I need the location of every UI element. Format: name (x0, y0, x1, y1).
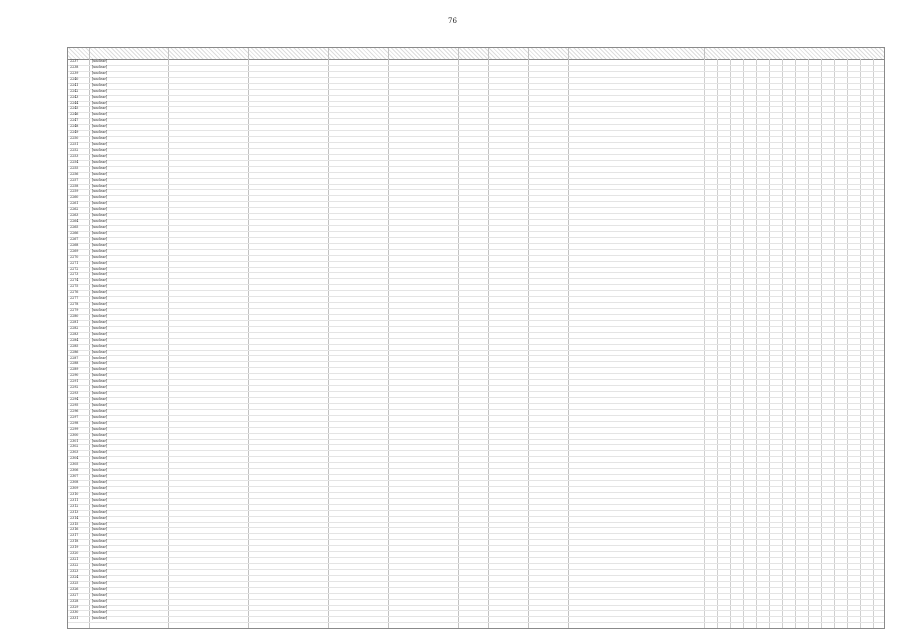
row-text: [unclear] (92, 420, 108, 425)
row-text: [unclear] (92, 337, 108, 342)
row-text: [unclear] (92, 290, 108, 295)
row-text: [unclear] (92, 408, 108, 413)
row-number: 2304 (70, 456, 79, 461)
row-number: 2293 (70, 391, 79, 396)
row-text: [unclear] (92, 112, 108, 117)
row-text: [unclear] (92, 450, 108, 455)
row-number: 2300 (70, 432, 79, 437)
row-text: [unclear] (92, 118, 108, 123)
row-number: 2298 (70, 420, 79, 425)
row-number: 2240 (70, 76, 79, 81)
row-text: [unclear] (92, 468, 108, 473)
row-number: 2267 (70, 236, 79, 241)
row-number: 2326 (70, 586, 79, 591)
row-number: 2242 (70, 88, 79, 93)
row-number: 2237 (70, 59, 79, 63)
row-text: [unclear] (92, 278, 108, 283)
row-number: 2285 (70, 343, 79, 348)
row-number: 2312 (70, 503, 79, 508)
row-number: 2299 (70, 426, 79, 431)
ledger-table (67, 47, 885, 629)
row-number: 2284 (70, 337, 79, 342)
row-number: 2291 (70, 379, 79, 384)
row-number: 2325 (70, 580, 79, 585)
row-number: 2330 (70, 610, 79, 615)
row-text: [unclear] (92, 551, 108, 556)
row-text: [unclear] (92, 325, 108, 330)
row-number: 2278 (70, 302, 79, 307)
row-text: [unclear] (92, 76, 108, 81)
row-number: 2273 (70, 272, 79, 277)
row-number: 2243 (70, 94, 79, 99)
row-number: 2259 (70, 189, 79, 194)
row-number: 2283 (70, 331, 79, 336)
row-text: [unclear] (92, 414, 108, 419)
row-number: 2258 (70, 183, 79, 188)
row-text: [unclear] (92, 539, 108, 544)
row-number: 2301 (70, 438, 79, 443)
row-text: [unclear] (92, 456, 108, 461)
row-text: [unclear] (92, 391, 108, 396)
row-text: [unclear] (92, 521, 108, 526)
row-text: [unclear] (92, 331, 108, 336)
row-text: [unclear] (92, 491, 108, 496)
row-text: [unclear] (92, 616, 108, 621)
row-text: [unclear] (92, 432, 108, 437)
row-number: 2314 (70, 515, 79, 520)
row-number: 2255 (70, 165, 79, 170)
row-text: [unclear] (92, 296, 108, 301)
row-number: 2328 (70, 598, 79, 603)
row-number: 2275 (70, 284, 79, 289)
row-number: 2327 (70, 592, 79, 597)
row-text: [unclear] (92, 509, 108, 514)
row-number: 2290 (70, 373, 79, 378)
row-number: 2315 (70, 521, 79, 526)
row-number: 2313 (70, 509, 79, 514)
row-text: [unclear] (92, 153, 108, 158)
row-number: 2248 (70, 124, 79, 129)
row-text: [unclear] (92, 266, 108, 271)
row-text: [unclear] (92, 100, 108, 105)
row-number: 2268 (70, 242, 79, 247)
row-text: [unclear] (92, 64, 108, 69)
row-number: 2241 (70, 82, 79, 87)
row-number: 2253 (70, 153, 79, 158)
row-number: 2305 (70, 462, 79, 467)
row-number: 2321 (70, 557, 79, 562)
row-number: 2251 (70, 142, 79, 147)
row-number: 2308 (70, 480, 79, 485)
row-text: [unclear] (92, 124, 108, 129)
row-number: 2306 (70, 468, 79, 473)
row-text: [unclear] (92, 189, 108, 194)
row-number: 2279 (70, 308, 79, 313)
row-text: [unclear] (92, 171, 108, 176)
row-number: 2247 (70, 118, 79, 123)
row-text: [unclear] (92, 592, 108, 597)
row-number: 2257 (70, 177, 79, 182)
row-number: 2320 (70, 551, 79, 556)
row-text: [unclear] (92, 545, 108, 550)
row-text: [unclear] (92, 610, 108, 615)
page-number: 76 (448, 17, 457, 25)
row-number: 2323 (70, 568, 79, 573)
row-number: 2311 (70, 497, 79, 502)
row-number: 2331 (70, 616, 79, 621)
row-number: 2260 (70, 195, 79, 200)
row-number: 2316 (70, 527, 79, 532)
row-number: 2254 (70, 159, 79, 164)
row-text: [unclear] (92, 474, 108, 479)
row-number: 2282 (70, 325, 79, 330)
row-text: [unclear] (92, 136, 108, 141)
row-text: [unclear] (92, 563, 108, 568)
row-text: [unclear] (92, 402, 108, 407)
row-text: [unclear] (92, 598, 108, 603)
row-text: [unclear] (92, 480, 108, 485)
row-text: [unclear] (92, 130, 108, 135)
row-text: [unclear] (92, 438, 108, 443)
row-text: [unclear] (92, 604, 108, 609)
row-number: 2269 (70, 248, 79, 253)
row-number: 2295 (70, 402, 79, 407)
row-number: 2270 (70, 254, 79, 259)
row-text: [unclear] (92, 207, 108, 212)
row-number: 2288 (70, 361, 79, 366)
row-number: 2292 (70, 385, 79, 390)
row-number: 2265 (70, 225, 79, 230)
row-text: [unclear] (92, 88, 108, 93)
table-row (68, 616, 884, 623)
row-number: 2276 (70, 290, 79, 295)
row-text: [unclear] (92, 580, 108, 585)
row-text: [unclear] (92, 367, 108, 372)
row-number: 2294 (70, 397, 79, 401)
row-number: 2297 (70, 414, 79, 419)
row-text: [unclear] (92, 177, 108, 182)
row-number: 2303 (70, 450, 79, 455)
row-text: [unclear] (92, 426, 108, 431)
row-text: [unclear] (92, 313, 108, 318)
row-number: 2246 (70, 112, 79, 117)
row-text: [unclear] (92, 82, 108, 87)
row-text: [unclear] (92, 462, 108, 467)
row-text: [unclear] (92, 236, 108, 241)
row-text: [unclear] (92, 515, 108, 520)
row-text: [unclear] (92, 94, 108, 99)
row-text: [unclear] (92, 355, 108, 360)
row-text: [unclear] (92, 574, 108, 579)
row-text: [unclear] (92, 165, 108, 170)
row-number: 2319 (70, 545, 79, 550)
row-text: [unclear] (92, 159, 108, 164)
row-number: 2266 (70, 230, 79, 235)
row-text: [unclear] (92, 213, 108, 218)
row-number: 2249 (70, 130, 79, 135)
row-text: [unclear] (92, 272, 108, 277)
row-text: [unclear] (92, 302, 108, 307)
row-number: 2238 (70, 64, 79, 69)
row-number: 2289 (70, 367, 79, 372)
row-text: [unclear] (92, 373, 108, 378)
row-number: 2271 (70, 260, 79, 265)
row-number: 2281 (70, 319, 79, 324)
row-number: 2250 (70, 136, 79, 141)
row-number: 2318 (70, 539, 79, 544)
row-number: 2274 (70, 278, 79, 283)
row-number: 2280 (70, 313, 79, 318)
row-number: 2245 (70, 106, 79, 111)
row-text: [unclear] (92, 183, 108, 188)
row-text: [unclear] (92, 260, 108, 265)
row-number: 2286 (70, 349, 79, 354)
row-text: [unclear] (92, 485, 108, 490)
row-text: [unclear] (92, 142, 108, 147)
row-number: 2272 (70, 266, 79, 271)
row-text: [unclear] (92, 533, 108, 538)
row-number: 2302 (70, 444, 79, 449)
row-number: 2309 (70, 485, 79, 490)
row-text: [unclear] (92, 397, 108, 401)
row-text: [unclear] (92, 242, 108, 247)
row-text: [unclear] (92, 201, 108, 206)
row-number: 2256 (70, 171, 79, 176)
row-text: [unclear] (92, 248, 108, 253)
row-number: 2329 (70, 604, 79, 609)
row-text: [unclear] (92, 230, 108, 235)
row-text: [unclear] (92, 195, 108, 200)
row-text: [unclear] (92, 361, 108, 366)
row-number: 2252 (70, 147, 79, 152)
row-text: [unclear] (92, 308, 108, 313)
row-text: [unclear] (92, 225, 108, 230)
row-text: [unclear] (92, 385, 108, 390)
row-text: [unclear] (92, 343, 108, 348)
row-number: 2322 (70, 563, 79, 568)
row-text: [unclear] (92, 444, 108, 449)
row-text: [unclear] (92, 106, 108, 111)
row-number: 2307 (70, 474, 79, 479)
row-number: 2261 (70, 201, 79, 206)
row-text: [unclear] (92, 527, 108, 532)
row-text: [unclear] (92, 70, 108, 75)
row-text: [unclear] (92, 379, 108, 384)
row-text: [unclear] (92, 568, 108, 573)
row-number: 2296 (70, 408, 79, 413)
row-text: [unclear] (92, 219, 108, 224)
row-number: 2262 (70, 207, 79, 212)
row-number: 2264 (70, 219, 79, 224)
row-number: 2244 (70, 100, 79, 105)
row-text: [unclear] (92, 503, 108, 508)
row-text: [unclear] (92, 319, 108, 324)
row-number: 2263 (70, 213, 79, 218)
row-text: [unclear] (92, 349, 108, 354)
row-number: 2310 (70, 491, 79, 496)
row-text: [unclear] (92, 254, 108, 259)
row-text: [unclear] (92, 59, 108, 63)
row-text: [unclear] (92, 586, 108, 591)
row-number: 2239 (70, 70, 79, 75)
row-text: [unclear] (92, 284, 108, 289)
row-text: [unclear] (92, 557, 108, 562)
row-number: 2317 (70, 533, 79, 538)
row-number: 2324 (70, 574, 79, 579)
row-number: 2277 (70, 296, 79, 301)
row-text: [unclear] (92, 147, 108, 152)
row-number: 2287 (70, 355, 79, 360)
row-text: [unclear] (92, 497, 108, 502)
